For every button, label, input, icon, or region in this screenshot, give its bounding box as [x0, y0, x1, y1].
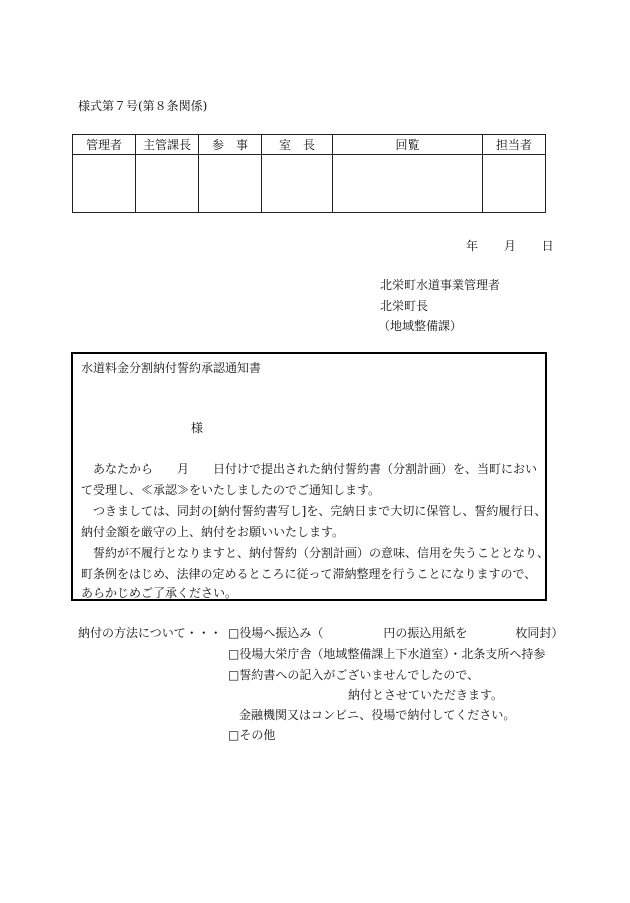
stamp-cell-section-chief: [136, 155, 199, 213]
payment-option-no-entry-line2: 納付とさせていただきます。: [348, 688, 504, 702]
para3-line3: あらかじめご了承ください。: [81, 586, 238, 600]
para2-line2: 納付金額を厳守の上、納付をお願いいたします。: [81, 525, 345, 539]
para1-line1: あなたから 月 日付けで提出された納付誓約書（分割計画）を、当町におい: [93, 462, 538, 476]
sender-line-1: 北栄町水道事業管理者: [380, 278, 501, 292]
notice-title: 水道料金分割納付誓約承認通知書: [81, 361, 262, 375]
col-header-office-chief: 室 長: [262, 135, 333, 155]
payment-method-label: 納付の方法について・・・: [78, 626, 222, 640]
col-header-circulation: 回覧: [333, 135, 483, 155]
payment-option-bank-transfer[interactable]: □役場へ振込み（ 円の振込用紙を 枚同封）: [228, 626, 564, 640]
stamp-cell-manager: [73, 155, 136, 213]
stamp-cell-councilor: [199, 155, 262, 213]
col-header-councilor: 参 事: [199, 135, 262, 155]
para3-line2: 町条例をはじめ、法律の定めるところに従って滞納整理を行うことになりますので、: [81, 567, 537, 581]
sender-line-3: （地域整備課）: [378, 319, 463, 333]
payment-option-no-entry-line3: 金融機関又はコンビニ、役場で納付してください。: [239, 708, 516, 722]
payment-option-other[interactable]: □その他: [228, 728, 276, 742]
para1-line2: て受理し、≪承認≫をいたしましたのでご通知します。: [81, 483, 381, 497]
col-header-manager: 管理者: [73, 135, 136, 155]
payment-option-bring-to-office[interactable]: □役場大栄庁舎（地域整備課上下水道室）・北条支所へ持参: [228, 647, 546, 661]
date-line: 年 月 日: [466, 239, 554, 253]
notice-box: [71, 352, 550, 601]
para2-line1: つきましては、同封の[納付誓約書写し]を、完納日まで大切に保管し、誓約履行日、: [93, 504, 547, 518]
approval-stamp-table: [72, 134, 546, 213]
para3-line1: 誓約が不履行となりますと、納付誓約（分割計画）の意味、信用を失うこととなり、: [93, 546, 550, 560]
stamp-cell-person-in-charge: [483, 155, 546, 213]
form-number: 様式第７号(第８条関係): [78, 99, 208, 113]
stamp-cell-circulation: [333, 155, 483, 213]
payment-option-no-entry[interactable]: □誓約書への記入がございませんでしたので、: [228, 668, 480, 682]
sender-line-2: 北栄町長: [380, 299, 429, 313]
col-header-section-chief: 主管課長: [136, 135, 199, 155]
stamp-cell-office-chief: [262, 155, 333, 213]
recipient-honorific: 様: [191, 421, 204, 435]
col-header-person-in-charge: 担当者: [483, 135, 546, 155]
